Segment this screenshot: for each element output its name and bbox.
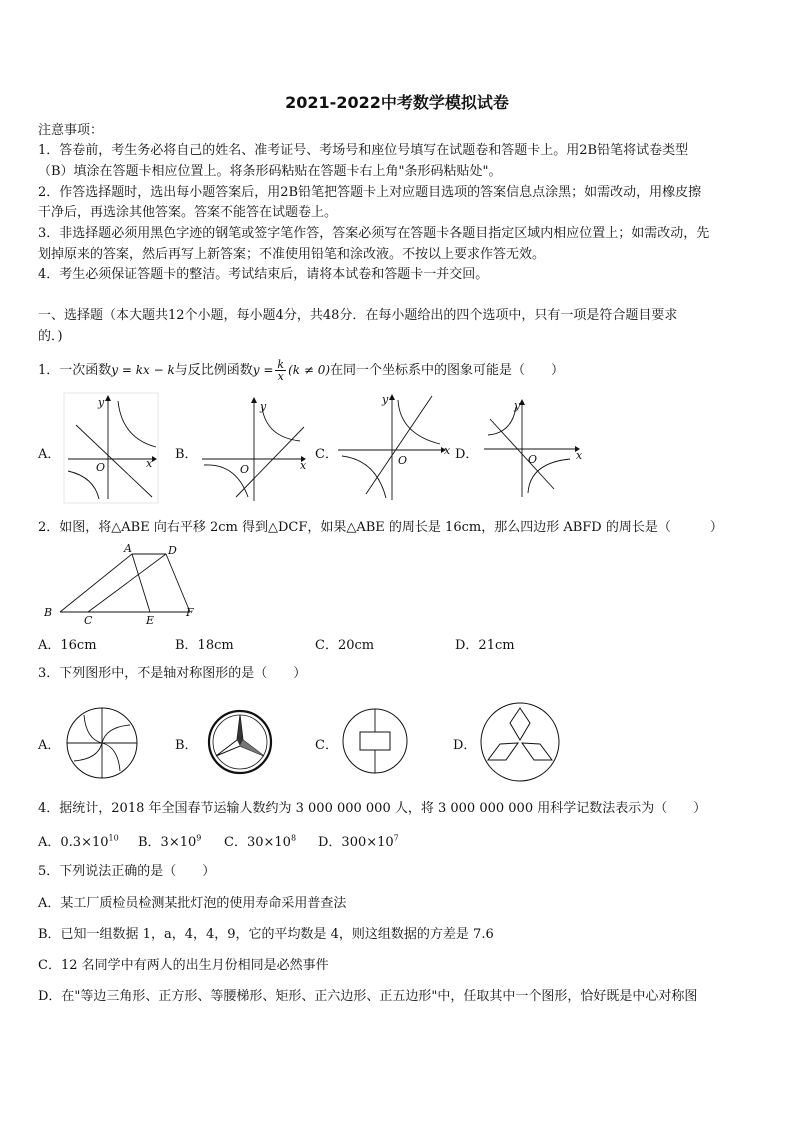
notice-line: 划掉原来的答案，然后再写上新答案；不准使用铅笔和涂改液。不按以上要求作答无效。 (38, 247, 546, 262)
axis-origin-label: O (96, 461, 106, 474)
q1-mid: 与反比例函数 (174, 363, 253, 378)
q2-figure (40, 540, 200, 628)
axis-y-label: y (260, 400, 267, 413)
q1-graph-d (480, 393, 584, 499)
axis-x-label: x (444, 444, 451, 457)
question-3: 3．下列图形中，不是轴对称图形的是（ ） (38, 666, 307, 681)
q4-option-b-exp: 9 (196, 833, 202, 843)
point-a-label: A (124, 542, 132, 555)
q1-option-b-label: B． (175, 447, 198, 462)
section-heading-cont: 的．) (38, 329, 63, 344)
q1-prefix: 1．一次函数 (38, 363, 112, 378)
q4-option-d (318, 831, 399, 850)
notice-line: 1．答卷前，考生务必将自己的姓名、准考证号、考场号和座位号填写在试题卷和答题卡上。用2B铅笔将试卷类型 (38, 143, 689, 158)
axis-origin-label: O (240, 463, 250, 476)
notice-line: （B）填涂在答题卡相应位置上。将条形码粘贴在答题卡右上角"条形码粘贴处"。 (38, 164, 502, 179)
q5-option-b: B．已知一组数据 1，a，4，4，9，它的平均数是 4，则这组数据的方差是 7.6 (38, 927, 494, 942)
q3-option-c-label: C． (315, 738, 338, 753)
q4-option-a (38, 831, 119, 850)
q3-shape-circle-rect (340, 706, 410, 776)
q3-shape-star-circle (206, 708, 274, 776)
notice-heading: 注意事项： (38, 123, 104, 138)
q4-option-d-exp: 7 (393, 833, 399, 843)
axis-origin-label: O (528, 453, 538, 466)
question-5: 5．下列说法正确的是（ ） (38, 864, 216, 879)
q5-option-d: D．在"等边三角形、正方形、等腰梯形、矩形、正六边形、正五边形"中，任取其中一个图形，恰好既是中心对称图 (38, 989, 698, 1004)
page-title: 2021-2022中考数学模拟试卷 (285, 93, 509, 112)
q4-option-b-base: B．3×10 (138, 835, 197, 850)
q1-frac-num: k (277, 358, 285, 371)
axis-y-label: y (382, 393, 389, 406)
question-4: 4．据统计，2018 年全国春节运输人数约为 3 000 000 000 人，将 3 000 000 000 用科学记数法表示为（ ） (38, 801, 707, 816)
q4-option-a-exp: 10 (108, 833, 119, 843)
point-f-label: F (186, 606, 194, 619)
point-c-label: C (84, 614, 93, 627)
axis-x-label: x (576, 449, 583, 462)
point-d-label: D (168, 544, 177, 557)
question-1 (38, 359, 564, 382)
q1-option-c-label: C． (315, 447, 338, 462)
axis-y-label: y (98, 396, 105, 409)
q1-fraction (275, 359, 286, 382)
section-heading: 一、选择题（本大题共12个小题，每小题4分，共48分．在每小题给出的四个选项中，只有一项是符合题目要求 (38, 308, 678, 323)
q4-option-a-base: A．0.3×10 (38, 835, 109, 850)
q2-option-c: C．20cm (315, 638, 375, 653)
axis-x-label: x (146, 457, 153, 470)
q3-shape-diamonds (478, 700, 562, 784)
axis-origin-label: O (398, 454, 408, 467)
q4-option-c-exp: 8 (290, 833, 297, 843)
q1-func2-cond: (k ≠ 0) (288, 363, 331, 377)
q1-suffix: 在同一个坐标系中的图象可能是（ ） (330, 363, 565, 378)
q3-option-d-label: D． (453, 738, 477, 753)
notice-line: 2．作答选择题时，选出每小题答案后，用2B铅笔把答题卡上对应题目选项的答案信息点涂黑；如需改动，用橡皮擦 (38, 185, 702, 200)
q2-option-d: D．21cm (455, 638, 515, 653)
q2-option-b: B．18cm (175, 638, 234, 653)
notice-line: 3．非选择题必须用黑色字迹的钢笔或签字笔作答，答案必须写在答题卡各题目指定区域内相应位置上；如需改动，先 (38, 226, 710, 241)
q4-option-b (138, 831, 201, 850)
axis-y-label: y (514, 399, 521, 412)
q1-option-a-label: A． (38, 447, 61, 462)
q1-frac-den: x (277, 370, 284, 383)
point-e-label: E (146, 614, 155, 627)
q1-option-d-label: D． (455, 447, 479, 462)
q1-graph-a (64, 393, 158, 503)
q3-option-a-label: A． (38, 738, 61, 753)
q5-option-c: C．12 名同学中有两人的出生月份相同是必然事件 (38, 958, 329, 973)
notice-line: 干净后，再选涂其他答案。答案不能答在试题卷上。 (38, 205, 338, 220)
point-b-label: B (44, 606, 53, 619)
q3-option-b-label: B． (175, 738, 198, 753)
q1-func2-lhs: y = (252, 363, 274, 377)
q5-option-a: A．某工厂质检员检测某批灯泡的使用寿命采用普查法 (38, 896, 347, 911)
q2-option-a: A．16cm (38, 638, 97, 653)
axis-x-label: x (300, 459, 307, 472)
q3-shape-pinwheel (64, 705, 140, 781)
notice-line: 4．考生必须保证答题卡的整洁。考试结束后，请将本试卷和答题卡一并交回。 (38, 267, 489, 282)
q1-graph-b (200, 393, 310, 503)
question-2: 2．如图，将△ABE 向右平移 2cm 得到△DCF，如果△ABE 的周长是 16cm，那么四边形 ABFD 的周长是（ ） (38, 520, 723, 535)
q4-option-c-base: C．30×10 (224, 835, 291, 850)
q1-func1: y = kx − k (111, 363, 175, 377)
q4-option-d-base: D．300×10 (318, 835, 394, 850)
q1-graph-c (336, 390, 456, 502)
q4-option-c (224, 831, 296, 850)
